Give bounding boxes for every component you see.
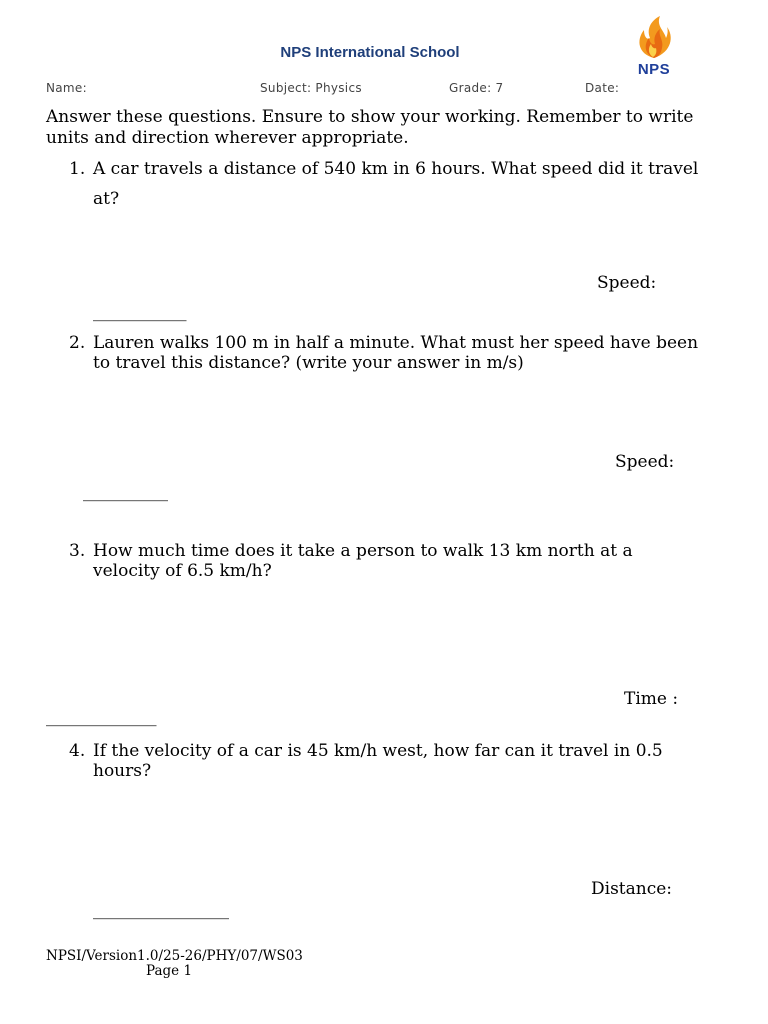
answer-line: _____________ (46, 707, 157, 727)
nps-logo (624, 14, 684, 78)
subject-label: Subject: Physics (260, 81, 362, 95)
question-number: 3. (69, 541, 86, 561)
answer-line: ________________ (93, 900, 229, 920)
name-field-label: Name: (46, 81, 87, 95)
answer-label: Speed: (597, 273, 657, 293)
question-text: How much time does it take a person to walk 13 km north at a velocity of 6.5 km/h? (93, 541, 633, 581)
date-field-label: Date: (585, 81, 620, 95)
answer-label: Distance: (591, 879, 673, 899)
page-number: Page 1 (146, 963, 193, 979)
question-number: 1. (69, 159, 86, 179)
answer-label: Speed: (615, 452, 675, 472)
flame-icon (624, 14, 684, 60)
document-code: NPSI/Version1.0/25-26/PHY/07/WS03 (46, 948, 303, 964)
answer-line: __________ (83, 482, 168, 502)
answer-line: ___________ (93, 302, 187, 322)
question-number: 2. (69, 333, 86, 353)
question-text: If the velocity of a car is 45 km/h west, how far can it travel in 0.5 hours? (93, 741, 663, 781)
grade-label: Grade: 7 (449, 81, 504, 95)
logo-text: NPS (637, 61, 671, 78)
question-number: 4. (69, 741, 86, 761)
question-text: Lauren walks 100 m in half a minute. What must her speed have been to travel this distance? (write your answer in m/s) (93, 333, 699, 373)
answer-label: Time : (624, 689, 679, 709)
school-title: NPS International School (280, 44, 460, 61)
question-text: A car travels a distance of 540 km in 6 hours. What speed did it travel at? (93, 159, 699, 209)
instructions: Answer these questions. Ensure to show your working. Remember to write units and direction wherever appropriate. (46, 107, 694, 148)
